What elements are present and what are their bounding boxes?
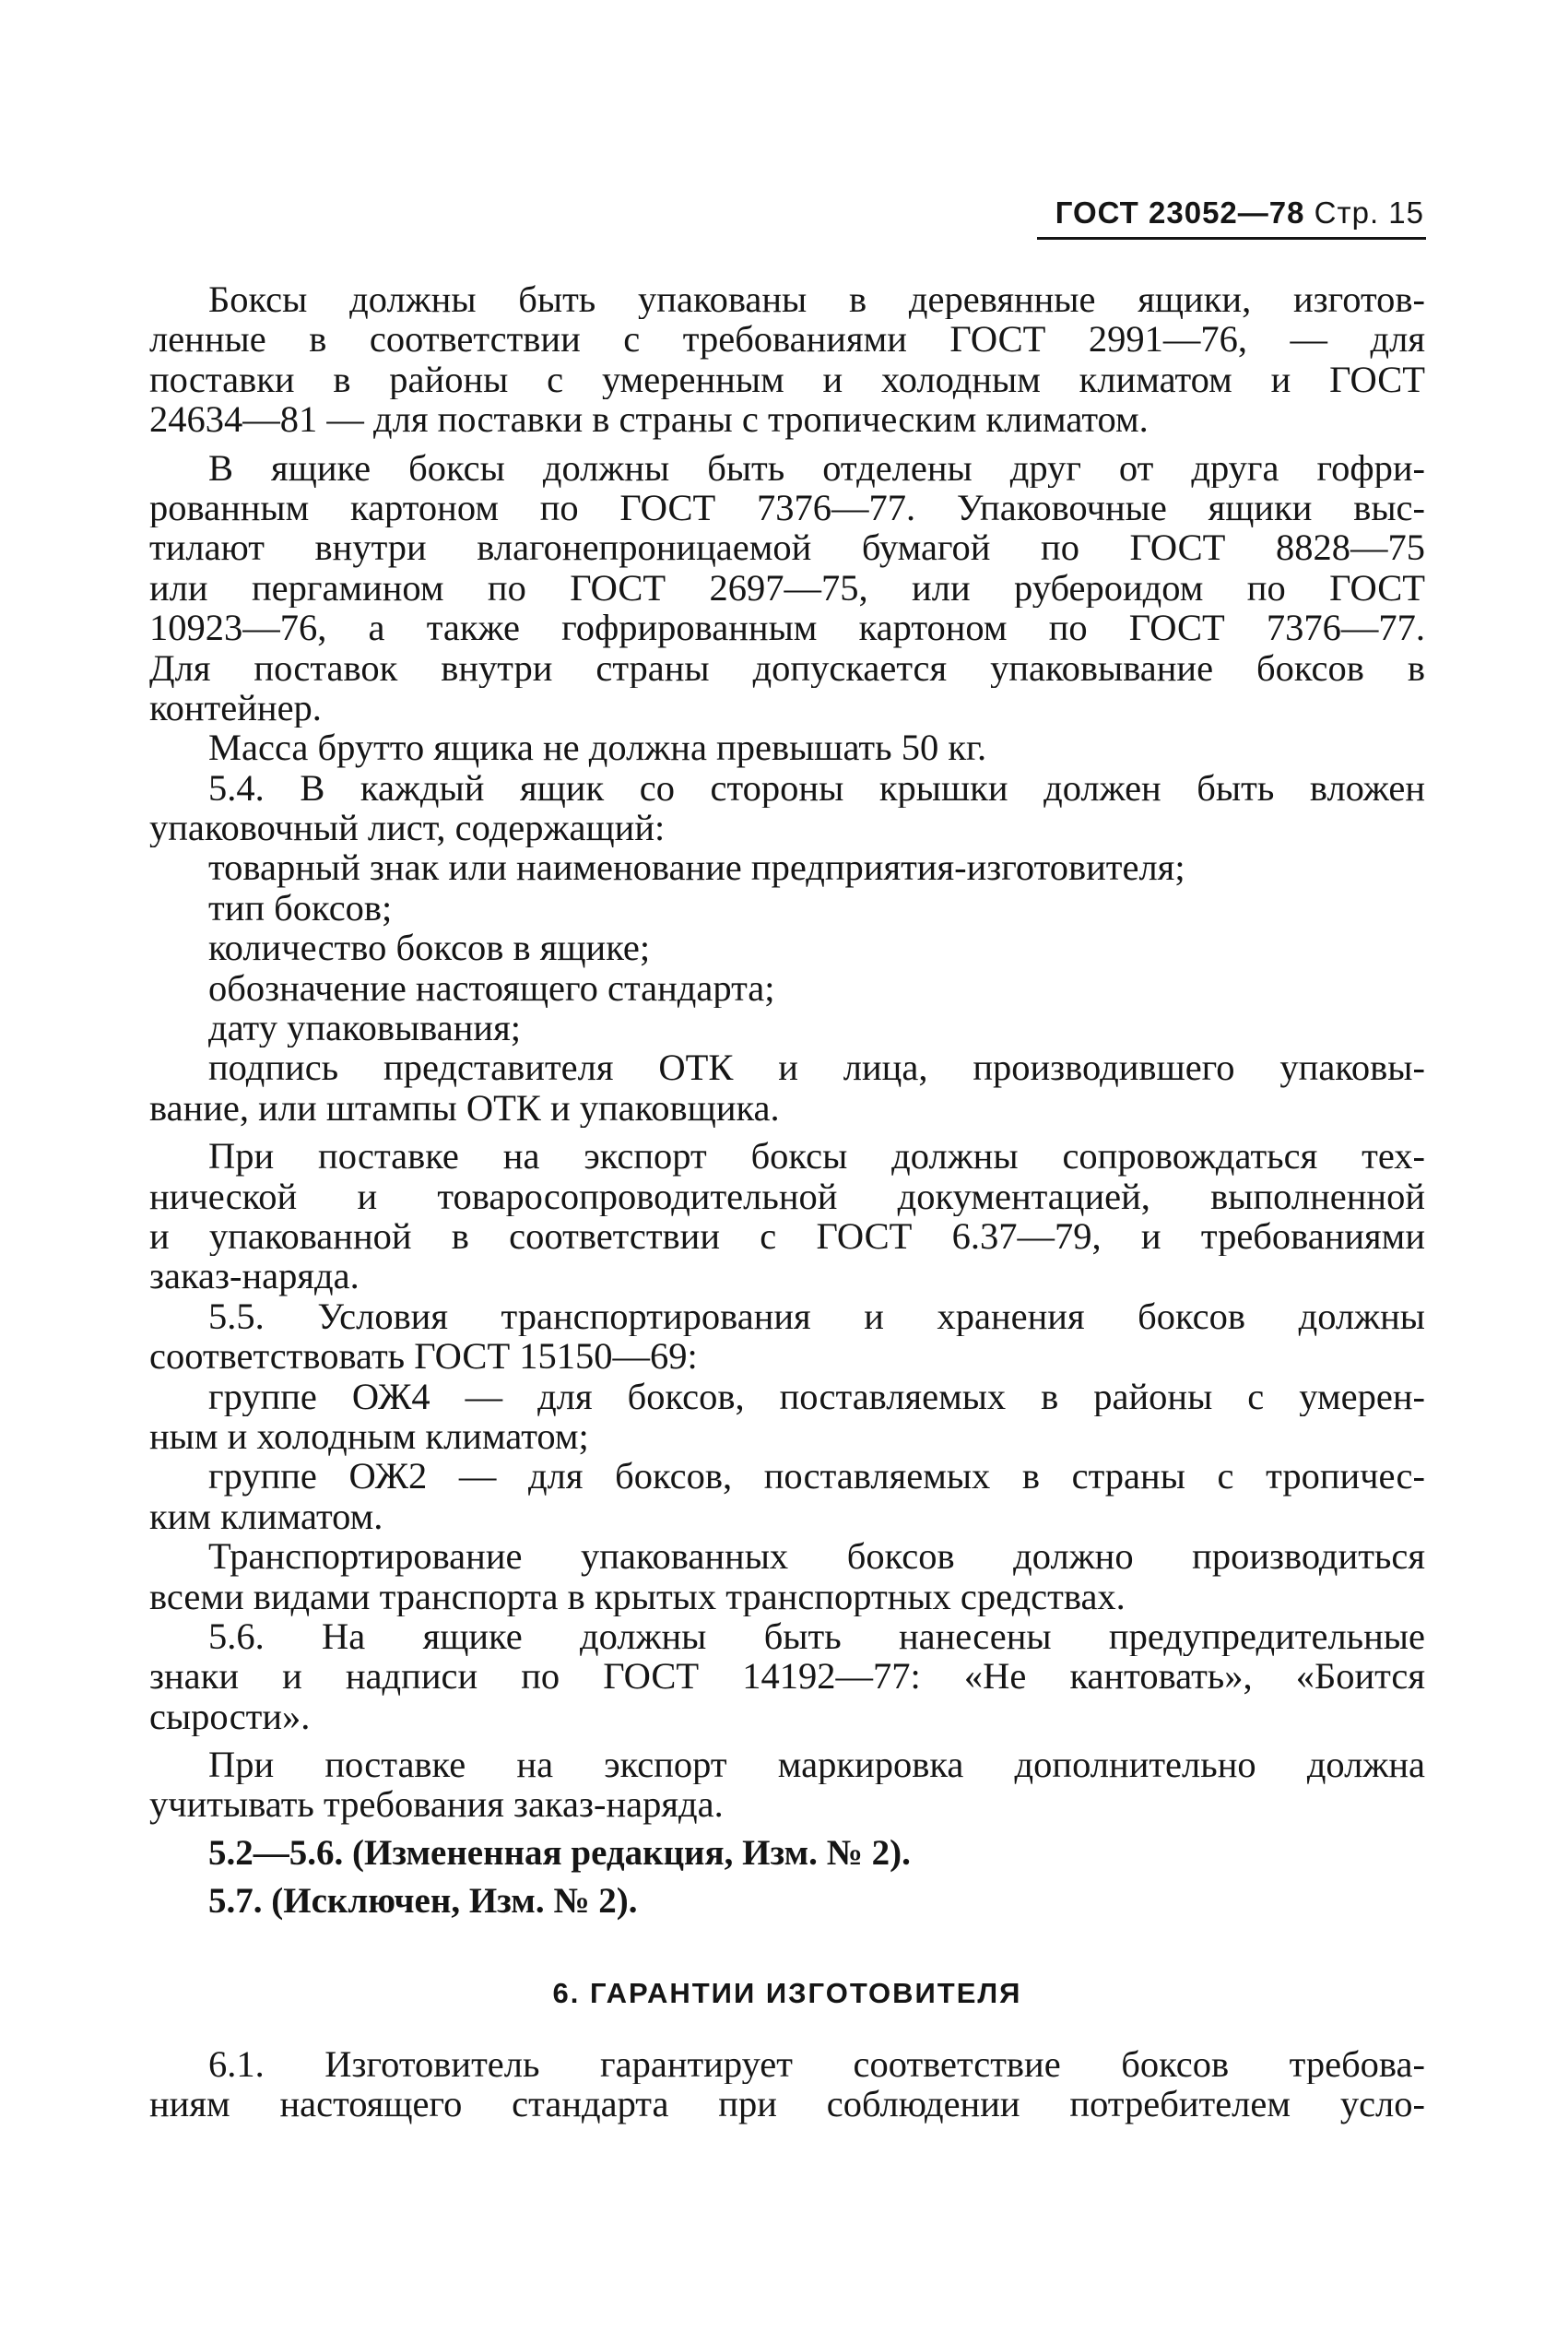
paragraph-line: ным и холодным климатом; [149,1415,589,1457]
paragraph-line: упаковочный лист, содержащий: [149,808,666,848]
paragraph-line: тилают внутри влагонепроницаемой бумагой по ГОСТ 8828—75 [149,527,1425,568]
paragraph-line: В ящике боксы должны быть отделены друг от друга гофри- [208,447,1425,488]
paragraph-line: подпись представителя ОТК и лица, производившего упаковы- [208,1047,1425,1088]
list-item: количество боксов в ящике; [208,928,651,968]
paragraph-line: группе ОЖ2 — для боксов, поставляемых в страны с тропичес- [208,1456,1425,1497]
paragraph-line: знаки и надписи по ГОСТ 14192—77: «Не кантовать», «Боится [149,1656,1425,1697]
paragraph-line: При поставке на экспорт боксы должны сопровождаться тех- [208,1136,1425,1177]
paragraph-line: 24634—81 — для поставки в страны с тропическим климатом. [149,399,1149,440]
paragraph-line: Транспортирование упакованных боксов должно производиться [208,1536,1425,1577]
paragraph-line: ким климатом. [149,1496,383,1537]
paragraph-line: группе ОЖ4 — для боксов, поставляемых в районы с умерен- [208,1376,1425,1416]
paragraph-line: рованным картоном по ГОСТ 7376—77. Упаковочные ящики выс- [149,487,1425,528]
paragraph-line: 10923—76, а также гофрированным картоном по ГОСТ 7376—77. [149,608,1425,648]
paragraph-line: ленные в соответствии с требованиями ГОСТ 2991—76, — для [149,319,1425,360]
paragraph-line: и упакованной в соответствии с ГОСТ 6.37—79, и требованиями [149,1215,1425,1257]
paragraph-line: или пергамином по ГОСТ 2697—75, или рубероидом по ГОСТ [149,567,1425,609]
paragraph-line: соответствовать ГОСТ 15150—69: [149,1336,698,1377]
list-item: товарный знак или наименование предприятия-изготовителя; [208,847,1185,888]
paragraph-line: При поставке на экспорт маркировка дополнительно должна [208,1745,1425,1785]
document-number: ГОСТ 23052—78 [1055,195,1305,230]
paragraph-line: 5.4. В каждый ящик со стороны крышки должен быть вложен [208,767,1425,809]
paragraph-line: контейнер. [149,687,322,728]
paragraph-line: сырости». [149,1696,311,1737]
paragraph-line: 5.6. На ящике должны быть нанесены предупредительные [208,1615,1425,1657]
paragraph-line: учитывать требования заказ-наряда. [149,1784,724,1825]
list-item: тип боксов; [208,887,393,929]
paragraph-line: ниям настоящего стандарта при соблюдении потребителем усло- [149,2084,1425,2124]
paragraph-line: поставки в районы с умеренным и холодным климатом и ГОСТ [149,359,1425,400]
amendment-note: 5.2—5.6. (Измененная редакция, Изм. № 2). [208,1832,911,1873]
page-body [149,279,1425,2124]
paragraph-line: Масса брутто ящика не должна превышать 50 кг. [208,728,987,768]
page-number: Стр. 15 [1314,195,1424,230]
paragraph-line: нической и товаросопроводительной документацией, выполненной [149,1176,1425,1216]
list-item: дату упаковывания; [208,1008,521,1048]
section-title: 6. ГАРАНТИИ ИЗГОТОВИТЕЛЯ [552,1976,1022,2009]
paragraph-line: 6.1. Изготовитель гарантирует соответствие боксов требова- [208,2044,1425,2085]
amendment-note: 5.7. (Исключен, Изм. № 2). [208,1881,638,1922]
page-header [1037,195,1424,231]
paragraph-line: 5.5. Условия транспортирования и хранения боксов должны [208,1296,1425,1337]
paragraph-line: заказ-наряда. [149,1256,360,1296]
paragraph-line: всеми видами транспорта в крытых транспортных средствах. [149,1576,1126,1616]
paragraph-line: Для поставок внутри страны допускается упаковывание боксов в [149,647,1425,688]
paragraph-line: вание, или штампы ОТК и упаковщика. [149,1087,780,1129]
list-item: обозначение настоящего стандарта; [208,967,775,1009]
paragraph-line: Боксы должны быть упакованы в деревянные ящики, изготов- [208,279,1425,320]
header-rule [1037,237,1426,240]
